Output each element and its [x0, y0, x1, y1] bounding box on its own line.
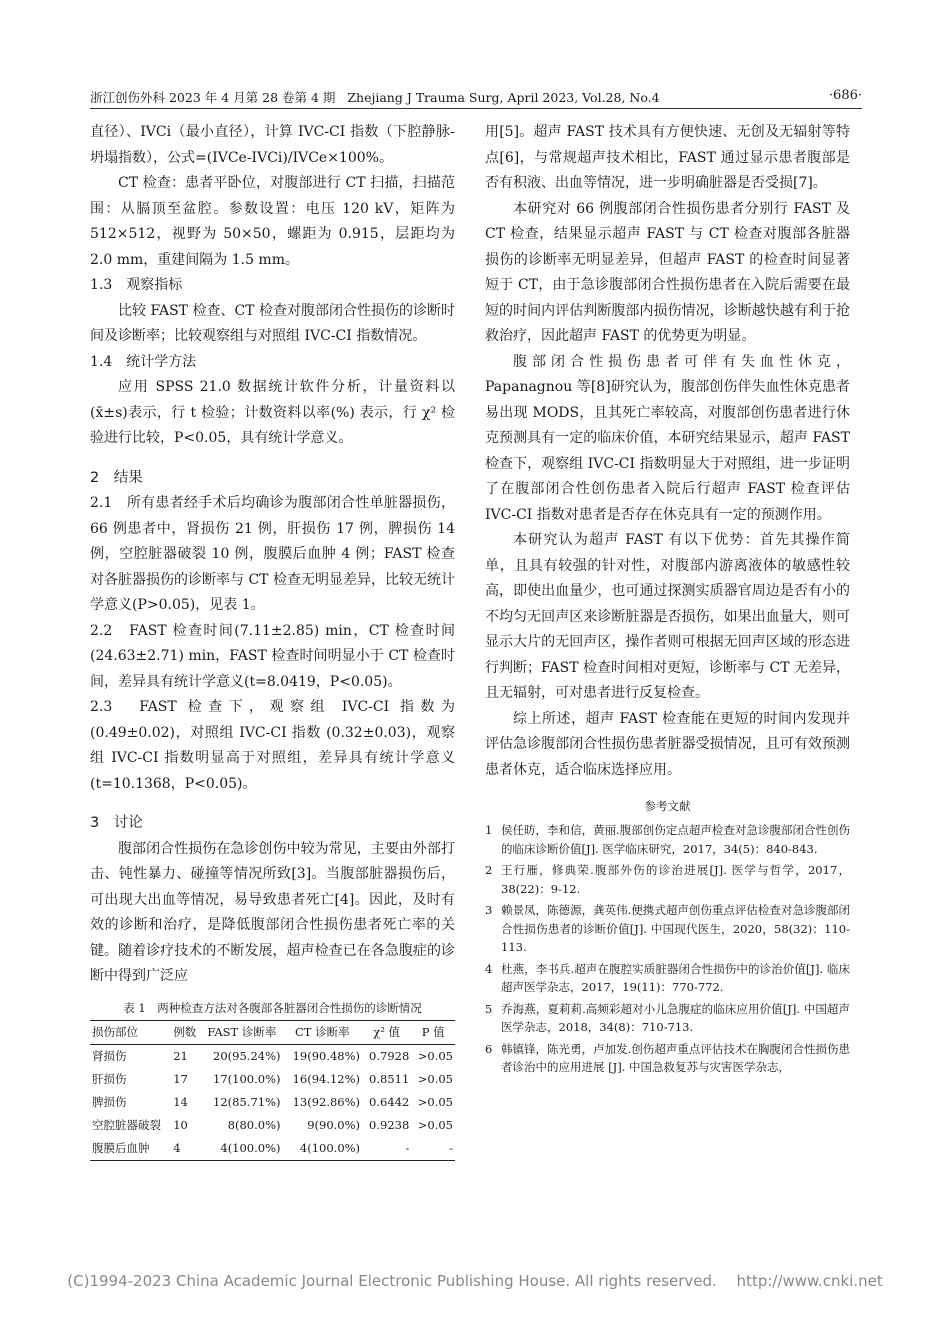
para-2-2: 2.2 FAST 检查时间(7.11±2.85) min，CT 检查时间(24.63±2.71) min，FAST 检查时间明显小于 CT 检查时间，差异具有统计学意义(t=8.0419，P<0.05)。: [90, 622, 455, 690]
para-r3: 腹部闭合性损伤患者可伴有失血性休克，Papanagnou 等[8]研究认为，腹部创伤伴失血性休克患者易出现 MODS，且其死亡率较高，对腹部创伤患者进行休克预测具有一定的临床价值，本研究结果显示，超声 FAST 检查下，观察组 IVC-CI 指数明显大于对照组，进一步证明了在腹部闭合性创伤患者入院后行超声 FAST 检查评估 IVC-CI 指数对患者是否存在休克具有一定的预测作用。: [485, 353, 850, 523]
table-header-row: [90, 1020, 455, 1044]
cell: 4(100.0%): [201, 1137, 282, 1161]
journal-info: [90, 88, 660, 106]
reference-text: 乔海燕，夏莉莉.高频彩超对小儿急腹症的临床应用价值[J]. 中国超声医学杂志，2018，34(8)：710-713.: [501, 1001, 850, 1034]
cell: 腹膜后血肿: [90, 1137, 171, 1161]
reference-item: [485, 1040, 850, 1077]
cell: 4(100.0%): [283, 1137, 363, 1161]
col-header: 损伤部位: [90, 1020, 171, 1044]
para-r4: 本研究认为超声 FAST 有以下优势：首先其操作简单，且具有较强的针对性，对腹部内游离液体的敏感性较高，即使出血量少，也可通过探测实质器官周边是否有小的不均匀无回声区来诊断脏器是否损伤，如果出血量大，则可显示大片的无回声区，操作者则可根据无回声区域的形态进行判断；FAST 检查时间相对更短，诊断率与 CT 无差异，且无辐射，可对患者进行反复检查。: [485, 532, 850, 701]
reference-number: 4: [485, 961, 493, 976]
reference-number: 2: [485, 863, 493, 877]
cell: -: [411, 1137, 455, 1161]
para-2-3: 2.3 FAST 检查下，观察组 IVC-CI 指数为 (0.49±0.02)，对照组 IVC-CI 指数 (0.32±0.03)，观察组 IVC-CI 指数明显高于对照组，差异具有统计学意义(t=10.1368，P<0.05)。: [90, 699, 455, 792]
table-row: [90, 1068, 455, 1091]
cell: 16(94.12%): [292, 1071, 361, 1086]
reference-item: [485, 821, 850, 858]
reference-number: 3: [485, 903, 493, 917]
col-header: 例数: [171, 1020, 201, 1044]
para-r1: 用[5]。超声 FAST 技术具有方便快速、无创及无辐射等特点[6]，与常规超声技术相比，FAST 通过显示患者腹部是否有积液、出血等情况，进一步明确脏器是否受损[7]。: [485, 124, 850, 191]
reference-item: [485, 1000, 850, 1037]
reference-text: 韩镇锋，陈光勇，卢加发.创伤超声重点评估技术在胸腹闭合性损伤患者诊治中的应用进展 [J]. 中国急救复苏与灾害医学杂志，: [501, 1041, 850, 1074]
cell: 14: [173, 1094, 188, 1109]
heading-results: 2 结果: [90, 469, 143, 486]
heading-discussion: 3 讨论: [90, 815, 143, 831]
journal-en: Zhejiang J Trauma Surg, April 2023, Vol.28, No.4: [347, 90, 660, 105]
para-ivc: 直径）、IVCi（最小直径），计算 IVC-CI 指数（下腔静脉-坍塌指数），公式=(IVCe-IVCi)/IVCe×100%。: [90, 124, 455, 166]
reference-item: [485, 901, 850, 957]
reference-number: 5: [485, 1001, 493, 1016]
cell: 肾损伤: [92, 1048, 127, 1063]
table-row: [90, 1044, 455, 1068]
col-header: FAST 诊断率: [201, 1020, 282, 1044]
heading-1-3: 1.3 观察指标: [90, 277, 183, 293]
cell: 4: [171, 1137, 201, 1161]
cell: 0.9238: [369, 1117, 410, 1132]
copyright-footer: (C)1994-2023 China Academic Journal Electronic Publishing House. All rights reserved. http://www.cnki.net: [67, 1272, 883, 1290]
references-title: 参考文献: [644, 799, 691, 813]
reference-number: 6: [485, 1041, 493, 1056]
cell: 10: [173, 1117, 188, 1132]
page-number: ·686·: [828, 88, 862, 103]
table-row: [90, 1114, 455, 1137]
col-header: P 值: [411, 1020, 455, 1044]
cell: 空腔脏器破裂: [92, 1117, 161, 1132]
cell: >0.05: [417, 1071, 453, 1086]
cell: >0.05: [417, 1117, 453, 1132]
cell: 13(92.86%): [292, 1094, 361, 1109]
reference-item: [485, 960, 850, 997]
reference-text: 侯任昉，李和信，黄丽.腹部创伤定点超声检查对急诊腹部闭合性创伤的临床诊断价值[J]. 医学临床研究，2017，34(5)：840-843.: [501, 823, 850, 856]
cell: 0.8511: [369, 1071, 410, 1086]
cell: 17(100.0%): [213, 1071, 281, 1086]
para-2-1: 2.1 所有患者经手术后均确诊为腹部闭合性单脏器损伤，66 例患者中，肾损伤 21 例，肝损伤 17 例，脾损伤 14 例，空腔脏器破裂 10 例，腹膜后血肿 4 例；FAST 检查对各脏器损伤的诊断率与 CT 检查无明显差异，比较无统计学意义(P>0.05)，见表 1。: [90, 495, 455, 613]
table-row: [90, 1091, 455, 1114]
reference-number: 1: [485, 823, 493, 837]
table-title: 表 1 两种检查方法对各腹部各脏器闭合性损伤的诊断情况: [123, 1000, 422, 1015]
cell: 8(80.0%): [227, 1117, 281, 1132]
left-column: [90, 120, 455, 1161]
cell: >0.05: [417, 1094, 453, 1109]
cell: 脾损伤: [92, 1094, 127, 1109]
cell: 21: [173, 1048, 188, 1063]
cell: -: [362, 1137, 411, 1161]
running-header: [90, 86, 862, 109]
right-column: [485, 120, 850, 1080]
cell: 20(95.24%): [213, 1048, 281, 1063]
reference-text: 杜燕，李书兵.超声在腹腔实质脏器闭合性损伤中的诊治价值[J]. 临床超声医学杂志，2017，19(11)：770-772.: [501, 961, 850, 994]
reference-item: [485, 861, 850, 898]
para-3-1: 腹部闭合性损伤在急诊创伤中较为常见，主要由外部打击、钝性暴力、碰撞等情况所致[3]。当腹部脏器损伤后，可出现大出血等情况，易导致患者死亡[4]。因此，及时有效的诊断和治疗，是降低腹部闭合性损伤患者死亡率的关键。随着诊疗技术的不断发展，超声检查已在各急腹症的诊断中得到广泛应: [90, 840, 455, 984]
col-header: χ² 值: [362, 1020, 411, 1044]
cell: 17: [173, 1071, 188, 1086]
heading-1-4: 1.4 统计学方法: [90, 353, 197, 370]
cell: 9(90.0%): [307, 1117, 361, 1132]
table-row: [90, 1137, 455, 1161]
cell: 肝损伤: [92, 1071, 127, 1086]
cell: 0.7928: [369, 1048, 410, 1063]
cell: >0.05: [417, 1048, 453, 1063]
cell: 12(85.71%): [213, 1094, 281, 1109]
cell: 19(90.48%): [292, 1048, 361, 1063]
para-1-4: 应用 SPSS 21.0 数据统计软件分析，计量资料以(x̄±s)表示，行 t 检验；计数资料以率(%) 表示，行 χ² 检验进行比较，P<0.05，具有统计学意义。: [90, 379, 455, 446]
para-r2: 本研究对 66 例腹部闭合性损伤患者分别行 FAST 及 CT 检查，结果显示超声 FAST 与 CT 检查对腹部各脏器损伤的诊断率无明显差异，但超声 FAST 的检查时间显著短于 CT，由于急诊腹部闭合性损伤患者在入院后需要在最短的时间内评估判断腹部内损伤情况，诊断越快越有利于抢救治疗，因此超声 FAST 的优势更为明显。: [485, 200, 850, 344]
para-1-3: 比较 FAST 检查、CT 检查对腹部闭合性损伤的诊断时间及诊断率；比较观察组与对照组 IVC-CI 指数情况。: [90, 302, 455, 344]
journal-cn: 浙江创伤外科 2023 年 4 月第 28 卷第 4 期: [90, 90, 336, 105]
para-r5: 综上所述，超声 FAST 检查能在更短的时间内发现并评估急诊腹部闭合性损伤患者脏器受损情况，且可有效预测患者休克，适合临床选择应用。: [485, 710, 850, 778]
para-ct: CT 检查：患者平卧位，对腹部进行 CT 扫描，扫描范围：从膈顶至盆腔。参数设置：电压 120 kV，矩阵为 512×512，视野为 50×50，螺距为 0.915，层距均为 2.0 mm，重建间隔为 1.5 mm。: [90, 175, 455, 268]
reference-text: 赖景凤，陈德源，龚英伟.便携式超声创伤重点评估检查对急诊腹部闭合性损伤患者的诊断价值[J]. 中国现代医生，2020，58(32)：110-113.: [501, 903, 850, 954]
cell: 0.6442: [369, 1094, 410, 1109]
diagnosis-table: [90, 1020, 455, 1161]
reference-text: 王行雁，修典荣.腹部外伤的诊治进展[J]. 医学与哲学，2017，38(22)：9-12.: [501, 863, 850, 896]
col-header: CT 诊断率: [283, 1020, 363, 1044]
